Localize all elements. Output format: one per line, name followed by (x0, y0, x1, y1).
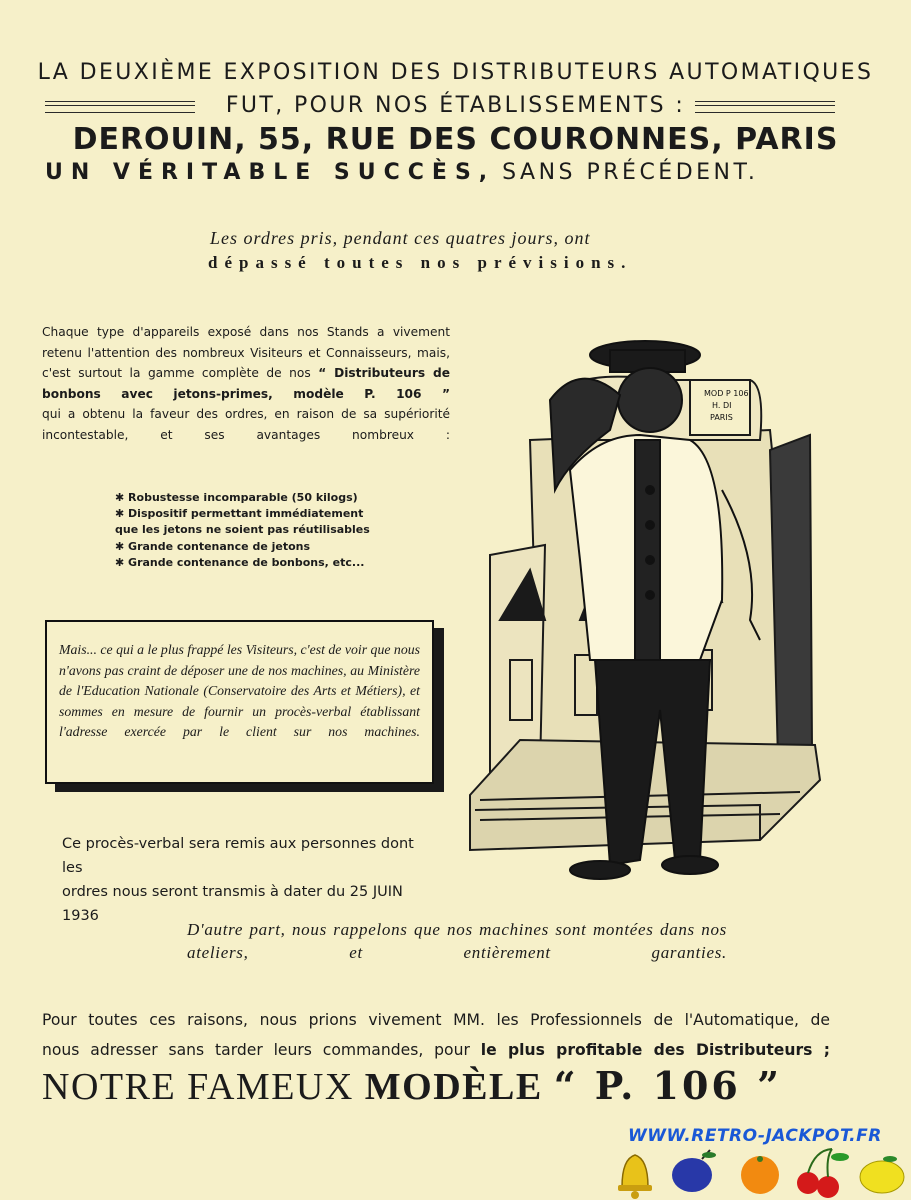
list-item: que les jetons ne soient pas réutilisables (115, 523, 370, 537)
notre-fameux-title (42, 1063, 842, 1109)
decorative-rule-right (695, 101, 835, 113)
machine-label-3: PARIS (710, 413, 733, 422)
notre-model: “ P. 106 ” (553, 1063, 782, 1108)
success-bold: UN VÉRITABLE SUCCÈS, (45, 160, 496, 185)
header-success (45, 160, 845, 185)
advantages-list (115, 490, 375, 571)
closing-line-1: Pour toutes ces raisons, nous prions vivement MM. les Professionnels de l'Automatique, de (42, 1011, 830, 1029)
orange-icon (741, 1156, 779, 1194)
bellboy-slot-machine-illustration (460, 340, 830, 880)
machine-label-2: H. DI (712, 401, 732, 410)
header-line-1: LA DEUXIÈME EXPOSITION DES DISTRIBUTEURS AUTOMATIQUES (37, 60, 874, 85)
list-item: ✱ Grande contenance de bonbons, etc... (115, 555, 365, 569)
fruit-icons-row (610, 1145, 910, 1200)
bell-icon (618, 1155, 652, 1199)
notre-normal: NOTRE FAMEUX (42, 1066, 354, 1108)
intro-paragraph (42, 322, 450, 445)
header-address: DEROUIN, 55, RUE DES COURONNES, PARIS (72, 122, 839, 157)
machine-label-1: MOD P 106 (704, 389, 749, 398)
list-item: ✱ Dispositif permettant immédiatement (115, 507, 364, 521)
watermark-site: WWW.RETRO-JACKPOT.FR (628, 1126, 882, 1146)
highlight-box-text: Mais... ce qui a le plus frappé les Visiteurs, c'est de voir que nous n'avons pas craint de déposer une de nos machines, au Ministère de l'Education Nationale (Conservatoire des Arts et Métiers), et sommes en mesure de fournir un procès-verbal établissant l'adresse exercée par le client sur nos machines. (59, 642, 420, 739)
intro-text-2: qui a obtenu la faveur des ordres, en raison de sa supériorité incontestable, et ses avantages nombreux : (42, 407, 450, 442)
plum-icon (672, 1150, 716, 1192)
closing-line-2-bold: le plus profitable des Distributeurs ; (480, 1041, 831, 1059)
intro-bold: “ Distributeurs de bonbons avec jetons-primes, modèle P. 106 ” (42, 366, 450, 401)
closing-line-2 (42, 1035, 830, 1065)
list-item: ✱ Robustesse incomparable (50 kilogs) (115, 491, 358, 504)
proces-verbal-note (62, 832, 422, 928)
header-line-2: FUT, POUR NOS ÉTABLISSEMENTS : (225, 93, 686, 118)
proces-verbal-line-2: ordres nous seront transmis à dater du 25 JUIN 1936 (62, 884, 403, 924)
highlight-box (45, 620, 434, 784)
closing-line-2-normal: nous adresser sans tarder leurs commandes, pour (42, 1041, 470, 1059)
proces-verbal-line-1: Ce procès-verbal sera remis aux personnes dont les (62, 836, 414, 876)
cherry-icon (797, 1149, 849, 1198)
orders-line-1: Les ordres pris, pendant ces quatres jours, ont (210, 228, 591, 248)
lemon-icon (860, 1156, 904, 1193)
closing-paragraph (42, 1005, 830, 1065)
success-normal: SANS PRÉCÉDENT. (502, 160, 759, 185)
orders-line-2: dépassé toutes nos prévisions. (208, 253, 633, 272)
notre-bold: MODÈLE (364, 1066, 543, 1108)
list-item: ✱ Grande contenance de jetons (115, 539, 311, 553)
autre-part-note: D'autre part, nous rappelons que nos machines sont montées dans nos ateliers, et entièrement garanties. (187, 920, 727, 962)
intro-text-1: Chaque type d'appareils exposé dans nos Stands a vivement retenu l'attention des nombreux Visiteurs et Connaisseurs, mais, c'est surtout la gamme complète de nos (42, 325, 450, 380)
